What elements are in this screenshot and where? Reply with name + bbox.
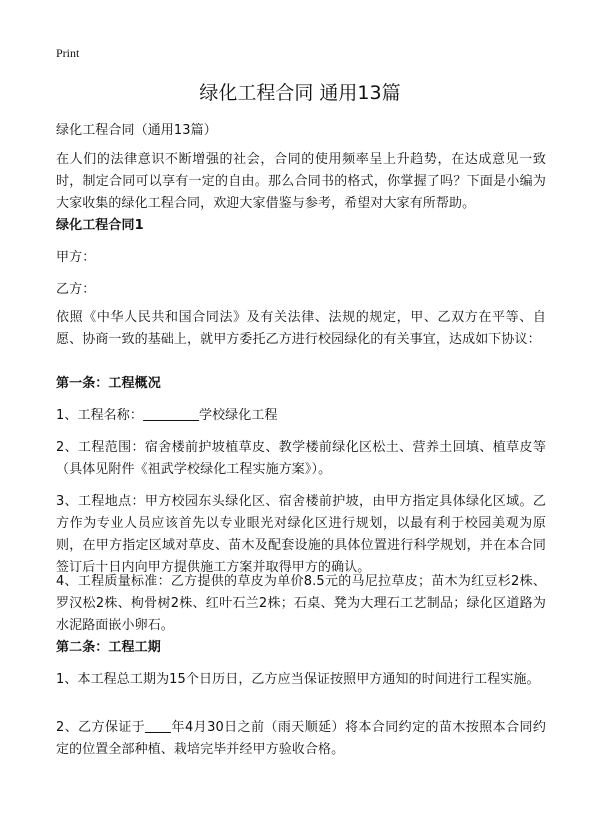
item-1-label: 1、工程名称： [56, 408, 143, 423]
intro-paragraph: 在人们的法律意识不断增强的社会，合同的使用频率呈上升趋势，在达成意见一致时，制定合同可以享有一定的自由。那么合同书的格式，你掌握了吗？下面是小编为大家收集的绿化工程合同，欢迎大家借鉴与参考，希望对大家有所帮助。 [56, 152, 546, 211]
blank-line [143, 406, 199, 421]
item-3-location: 3、工程地点：甲方校园东头绿化区、宿舍楼前护坡，由甲方指定具体绿化区域。乙方作为专业人员应该首先以专业眼光对绿化区进行规划，以最有利于校园美观为原则，在甲方指定区域对草皮、苗木及配套设施的具体位置进行科学规划，并在本合同签订后十日内向甲方提供施工方案并取得甲方的确认。 [56, 494, 546, 575]
document-title: 绿化工程合同 通用13篇 [199, 82, 401, 104]
article-1-heading: 第一条：工程概况 [56, 376, 161, 391]
print-link[interactable]: Print [56, 46, 80, 60]
item-1-project-name [56, 405, 546, 427]
item-4-quality: 4、工程质量标准：乙方提供的草皮为单价8.5元的马尼拉草皮；苗木为红豆杉2株、罗汉松2株、枸骨树2株、红叶石兰2株；石桌、凳为大理石工艺制品；绿化区道路为水泥路面嵌小卵石。 [56, 574, 546, 633]
term-1: 1、本工程总工期为15个日历日，乙方应当保证按照甲方通知的时间进行工程实施。 [56, 672, 540, 687]
item-1-value: 学校绿化工程 [198, 408, 278, 423]
item-2-scope: 2、工程范围：宿舍楼前护坡植草皮、教学楼前绿化区松土、营养土回填、植草皮等（具体见附件《祖武学校绿化工程实施方案》）。 [56, 440, 546, 477]
preamble-paragraph: 依照《中华人民共和国合同法》及有关法律、法规的规定，甲、乙双方在平等、自愿、协商一致的基础上，就甲方委托乙方进行校园绿化的有关事宜，达成如下协议： [56, 310, 546, 347]
party-b-line: 乙方： [56, 282, 96, 297]
section-heading-1: 绿化工程合同1 [56, 218, 144, 233]
term-2-suffix: 年4月30日之前（雨天顺延）将本合同约定的苗木按照本合同约定的位置全部种植、栽培完毕并经甲方验收合格。 [56, 720, 546, 757]
article-2-heading: 第二条：工程工期 [56, 640, 161, 655]
term-2 [56, 717, 546, 761]
party-a-line: 甲方： [56, 250, 96, 265]
blank-line [145, 718, 171, 733]
document-subtitle: 绿化工程合同（通用13篇） [56, 123, 217, 138]
term-2-prefix: 2、乙方保证于 [56, 720, 146, 735]
